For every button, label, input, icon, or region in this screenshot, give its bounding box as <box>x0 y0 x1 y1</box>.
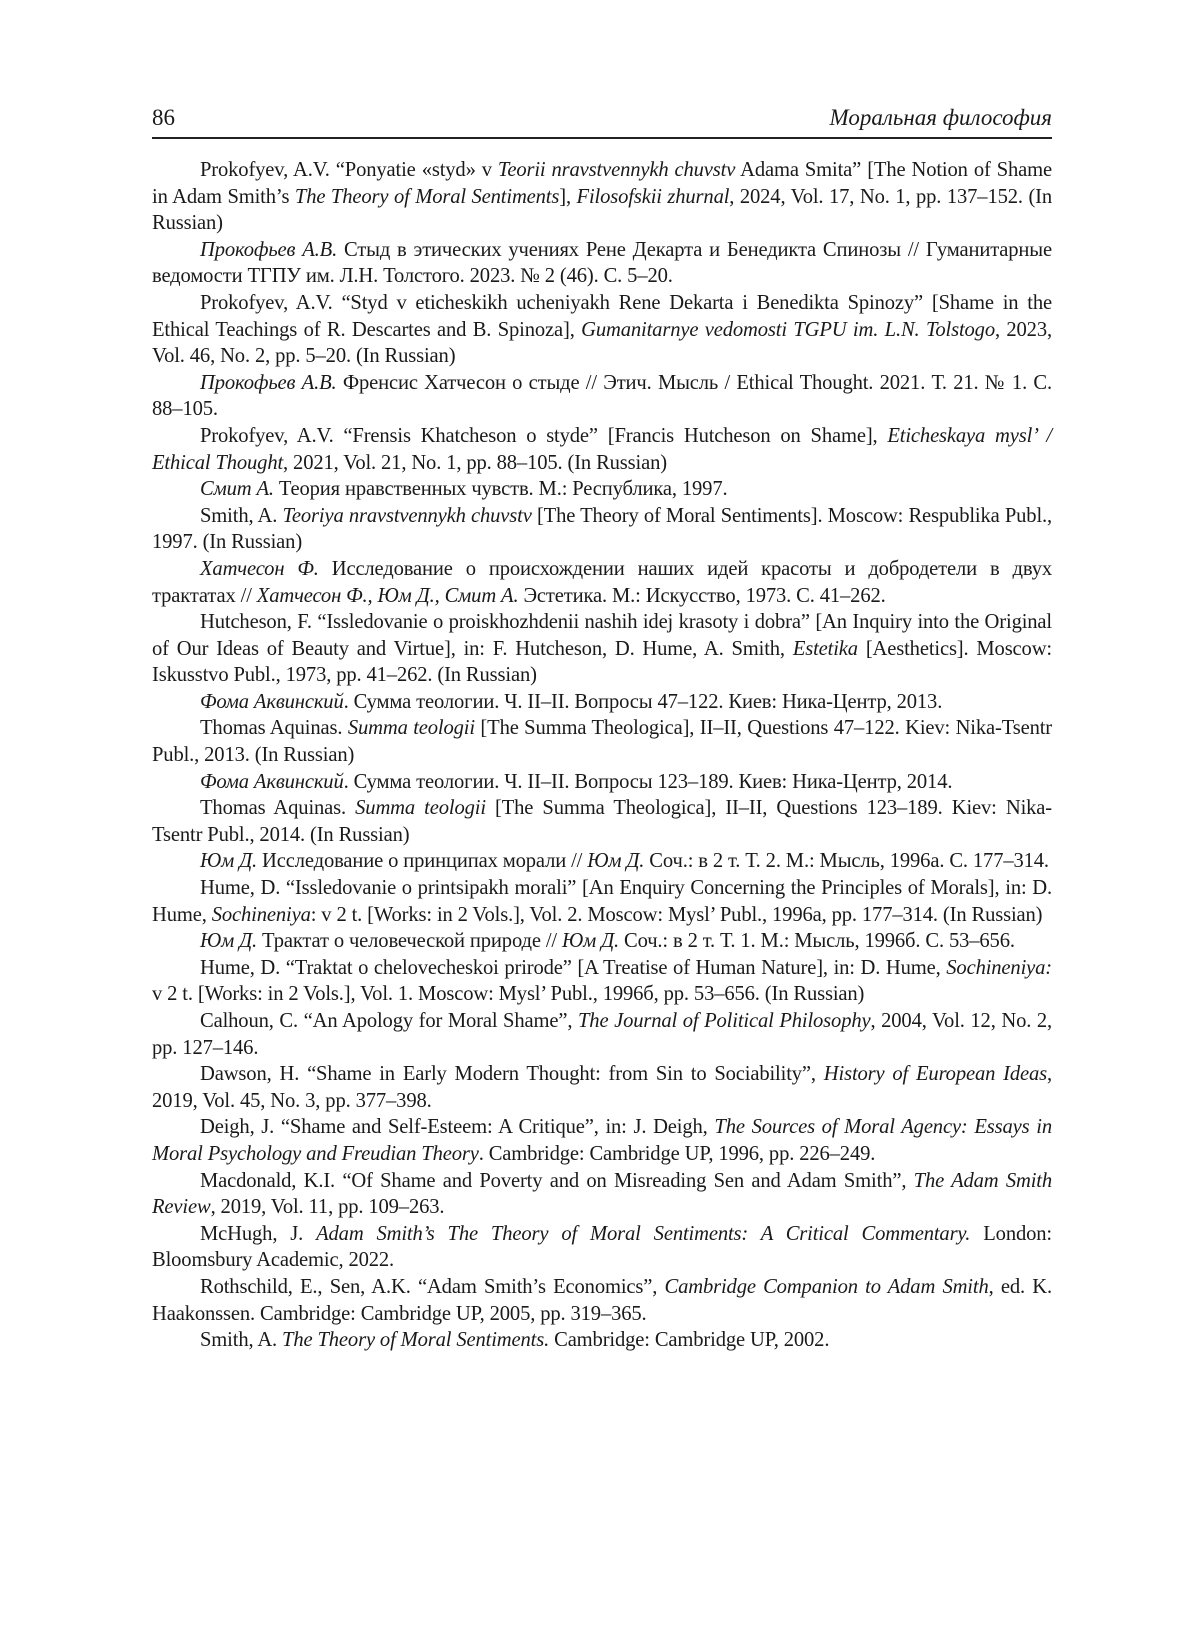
reference-text-segment: ], <box>559 185 577 208</box>
reference-entry <box>152 1221 1052 1274</box>
reference-entry <box>152 1168 1052 1221</box>
reference-text-segment: : v 2 t. [Works: in 2 Vols.], Vol. 2. Moscow: Mysl’ Publ., 1996a, pp. 177–314. (In Russian) <box>310 903 1043 926</box>
reference-entry <box>152 715 1052 768</box>
reference-italic-segment: Хатчесон Ф. <box>200 557 319 580</box>
reference-italic-segment: Summa teologii <box>355 797 486 820</box>
reference-entry <box>152 928 1052 955</box>
reference-text-segment: Эстетика. М.: Искусство, 1973. С. 41–262. <box>518 584 886 607</box>
reference-entry <box>152 423 1052 476</box>
journal-section-title: Моральная философия <box>829 105 1052 130</box>
reference-text-segment: Соч.: в 2 т. Т. 2. М.: Мысль, 1996а. С. 177–314. <box>644 850 1049 873</box>
reference-entry <box>152 955 1052 1008</box>
reference-text-segment: , 2004, Vol. 12, No. 2, pp. 127–146. <box>152 1010 1052 1059</box>
reference-italic-segment: Gumanitarnye vedomosti TGPU im. L.N. Tolstogo <box>581 318 995 341</box>
reference-text-segment: , 2021, Vol. 21, No. 1, pp. 88–105. (In Russian) <box>283 451 667 474</box>
reference-italic-segment: Teoriya nravstvennykh chuvstv <box>282 504 532 527</box>
reference-text-segment: [The Summa Theologica], II–II, Questions 123–189. Kiev: Nika-Tsentr Publ., 2014. (In Russian) <box>152 797 1052 846</box>
reference-italic-segment: Filosofskii zhurnal <box>576 185 730 208</box>
reference-italic-segment: The Adam Smith Review <box>152 1169 1053 1219</box>
reference-entry <box>152 503 1052 556</box>
reference-italic-segment: Sochineniya <box>211 903 311 926</box>
reference-text-segment: , 2019, Vol. 45, No. 3, pp. 377–398. <box>152 1063 1052 1112</box>
reference-text-segment: Hutcheson, F. “Issledovanie o proiskhozhdenii nashih idej krasoty i dobra” [An Inquiry into the Original of Our Ideas of Beauty and Virtue], in: F. Hutcheson, D. Hume, A. Smith, <box>152 611 1052 660</box>
reference-text-segment: Thomas Aquinas. <box>200 717 348 740</box>
reference-italic-segment: Estetika <box>792 637 858 660</box>
reference-italic-segment: Adam Smith’s The Theory of Moral Sentiments: A Critical Commentary. <box>316 1222 971 1245</box>
reference-text-segment: Стыд в этических учениях Рене Декарта и Бенедикта Спинозы // Гуманитарные ведомости ТГПУ им. Л.Н. Толстого. 2023. № 2 (46). С. 5–20. <box>152 238 1052 288</box>
reference-entry <box>152 1114 1052 1167</box>
reference-text-segment: , 2019, Vol. 11, pp. 109–263. <box>210 1196 445 1219</box>
reference-text-segment: Macdonald, K.I. “Of Shame and Poverty and on Misreading Sen and Adam Smith”, <box>200 1169 914 1192</box>
running-header <box>152 104 1052 139</box>
reference-entry <box>152 848 1052 875</box>
reference-text-segment: [The Theory of Moral Sentiments]. Moscow: Respublika Publ., 1997. (In Russian) <box>152 504 1053 554</box>
reference-text-segment: McHugh, J. <box>200 1222 317 1245</box>
reference-italic-segment: The Journal of Political Philosophy <box>578 1010 871 1032</box>
reference-text-segment: [Aesthetics]. Moscow: Iskusstvo Publ., 1973, pp. 41–262. (In Russian) <box>152 637 1052 687</box>
reference-text-segment: Dawson, H. “Shame in Early Modern Thought: from Sin to Sociability”, <box>200 1063 824 1086</box>
reference-entry <box>152 1274 1052 1327</box>
reference-italic-segment: Юм Д. <box>200 850 258 873</box>
reference-italic-segment: Фома Аквинский <box>200 770 344 793</box>
reference-entry <box>152 476 1052 503</box>
reference-italic-segment: Прокофьев А.В. <box>200 371 337 394</box>
reference-text-segment: Hume, D. “Issledovanie o printsipakh morali” [An Enquiry Concerning the Principles of Morals], in: D. Hume, <box>152 877 1052 926</box>
reference-text-segment: . Сумма теологии. Ч. II–II. Вопросы 47–122. Киев: Ника-Центр, 2013. <box>343 690 943 713</box>
reference-italic-segment: Смит А. <box>200 478 274 501</box>
reference-italic-segment: Eticheskaya mysl’ / Ethical Thought <box>152 424 1052 474</box>
reference-entry <box>152 1327 1052 1354</box>
reference-text-segment: Френсис Хатчесон о стыде // Этич. Мысль / Ethical Thought. 2021. Т. 21. № 1. С. 88–105. <box>152 371 1052 421</box>
page-number: 86 <box>152 105 175 130</box>
reference-italic-segment: The Theory of Moral Sentiments <box>294 185 560 208</box>
reference-entry <box>152 1008 1052 1061</box>
reference-entry <box>152 609 1052 689</box>
reference-text-segment: [The Summa Theologica], II–II, Questions 47–122. Kiev: Nika-Tsentr Publ., 2013. (In Russian) <box>152 717 1052 767</box>
reference-text-segment: Трактат о человеческой природе // <box>257 930 562 953</box>
reference-entry <box>152 769 1052 796</box>
reference-italic-segment: Фома Аквинский <box>200 690 344 713</box>
reference-entry <box>152 556 1052 609</box>
reference-entry <box>152 157 1052 237</box>
reference-text-segment: Adama Smita” [The Notion of Shame in Adam Smith’s <box>152 159 1053 208</box>
reference-entry <box>152 1061 1052 1114</box>
reference-italic-segment: History of European Ideas <box>823 1063 1047 1086</box>
reference-text-segment: Соч.: в 2 т. Т. 1. М.: Мысль, 1996б. С. 53–656. <box>619 930 1015 953</box>
reference-text-segment: Теория нравственных чувств. М.: Республика, 1997. <box>273 478 728 501</box>
reference-text-segment: Prokofyev, A.V. “Ponyatie «styd» v <box>200 159 498 181</box>
reference-text-segment: Исследование о принципах морали // <box>257 850 588 873</box>
reference-text-segment: . Cambridge: Cambridge UP, 1996, pp. 226–249. <box>478 1142 876 1165</box>
reference-text-segment: Calhoun, C. “An Apology for Moral Shame”, <box>200 1010 578 1032</box>
reference-italic-segment: Cambridge Companion to Adam Smith <box>664 1275 989 1298</box>
reference-entry <box>152 290 1052 370</box>
page <box>152 104 1052 1354</box>
reference-text-segment: Исследование о происхождении наших идей красоты и добродетели в двух трактатах // <box>152 557 1053 607</box>
reference-italic-segment: Teorii nravstvennykh chuvstv <box>497 159 736 181</box>
reference-text-segment: Smith, A. <box>200 504 283 527</box>
reference-entry <box>152 237 1052 290</box>
reference-italic-segment: Юм Д. <box>200 930 258 953</box>
reference-text-segment: Prokofyev, A.V. “Frensis Khatcheson o styde” [Francis Hutcheson on Shame], <box>200 424 888 447</box>
reference-italic-segment: The Theory of Moral Sentiments. <box>282 1329 550 1352</box>
reference-text-segment: , 2023, Vol. 46, No. 2, pp. 5–20. (In Russian) <box>152 318 1052 368</box>
reference-text-segment: Smith, A. <box>200 1329 283 1352</box>
reference-list <box>152 157 1052 1354</box>
reference-text-segment: v 2 t. [Works: in 2 Vols.], Vol. 1. Moscow: Mysl’ Publ., 1996б, pp. 53–656. (In Russian) <box>152 983 865 1006</box>
reference-text-segment: . Сумма теологии. Ч. II–II. Вопросы 123–189. Киев: Ника-Центр, 2014. <box>343 770 953 793</box>
reference-text-segment: London: Bloomsbury Academic, 2022. <box>152 1222 1052 1272</box>
reference-entry <box>152 370 1052 423</box>
reference-text-segment: Deigh, J. “Shame and Self-Esteem: A Critique”, in: J. Deigh, <box>200 1116 715 1139</box>
reference-entry <box>152 689 1052 716</box>
reference-italic-segment: Хатчесон Ф., Юм Д., Смит А. <box>256 584 519 607</box>
reference-text-segment: , 2024, Vol. 17, No. 1, pp. 137–152. (In Russian) <box>152 185 1053 235</box>
reference-italic-segment: Прокофьев А.В. <box>200 238 338 261</box>
reference-entry <box>152 795 1052 848</box>
reference-italic-segment: Юм Д. <box>561 930 620 953</box>
reference-italic-segment: Юм Д. <box>587 850 645 873</box>
reference-text-segment: Rothschild, E., Sen, A.K. “Adam Smith’s Economics”, <box>200 1275 665 1298</box>
reference-italic-segment: Sochineniya: <box>946 956 1052 979</box>
reference-text-segment: Hume, D. “Traktat o chelovecheskoi prirode” [A Treatise of Human Nature], in: D. Hume, <box>200 956 947 979</box>
reference-text-segment: , ed. K. Haakonssen. Cambridge: Cambridge UP, 2005, pp. 319–365. <box>152 1275 1052 1325</box>
reference-italic-segment: Summa teologii <box>347 717 475 740</box>
reference-text-segment: Thomas Aquinas. <box>200 797 356 820</box>
reference-text-segment: Cambridge: Cambridge UP, 2002. <box>549 1329 830 1352</box>
reference-text-segment: Prokofyev, A.V. “Styd v eticheskikh ucheniyakh Rene Dekarta i Benedikta Spinozy” [Shame in the Ethical Teachings of R. Descartes and B. Spinoza], <box>152 291 1052 341</box>
reference-entry <box>152 875 1052 928</box>
reference-italic-segment: The Sources of Moral Agency: Essays in Moral Psychology and Freudian Theory <box>152 1116 1052 1165</box>
